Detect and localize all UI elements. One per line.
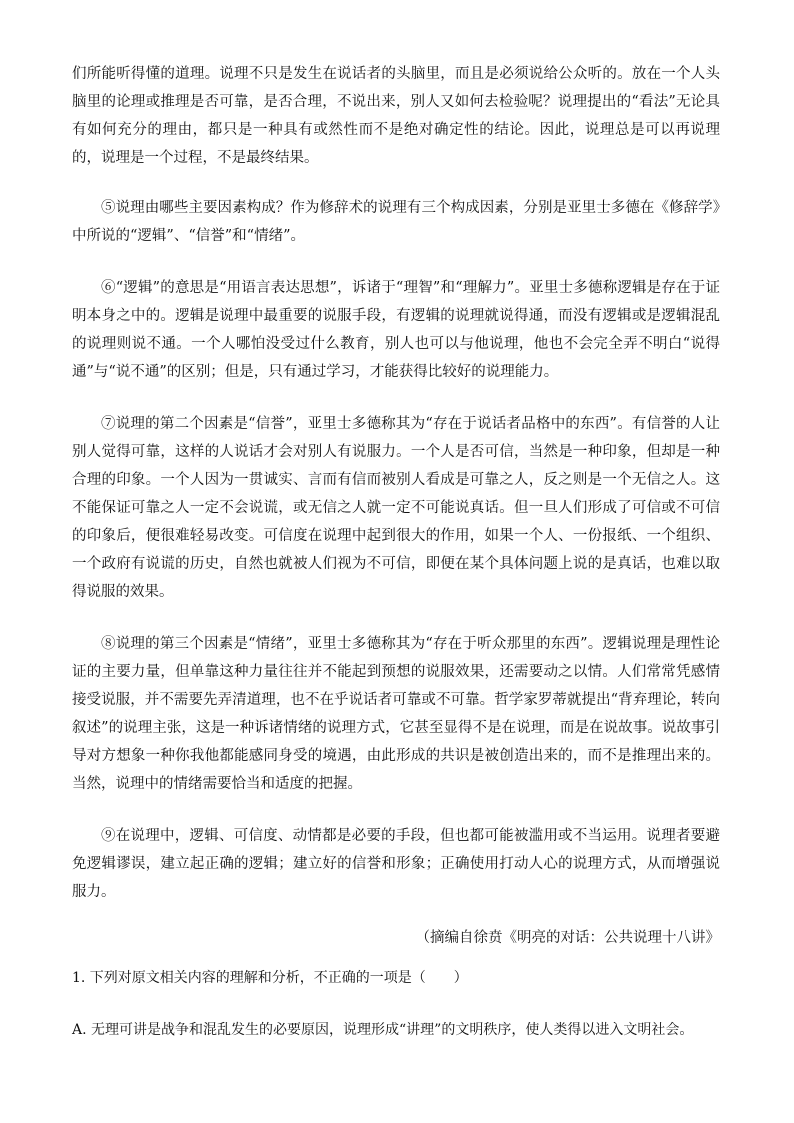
paragraph-6: ⑥“逻辑”的意思是“用语言表达思想”，诉诸于“理智”和“理解力”。亚里士多德称逻辑是存在于证明本身之中的。逻辑是说理中最重要的说服手段，有逻辑的说理就说得通，而没有逻辑或是逻辑混乱的说理则说不通。一个人哪怕没受过什么教育，别人也可以与他说理，他也不会完全弄不明白“说得通”与“说不通”的区别；但是，只有通过学习，才能获得比较好的说理能力。: [72, 280, 720, 380]
option-a: A. 无理可讲是战争和混乱发生的必要原因，说理形成“讲理”的文明秩序，使人类得以进入文明社会。: [72, 1022, 694, 1038]
document-page: [72, 60, 720, 1044]
paragraph-7: ⑦说理的第二个因素是“信誉”，亚里士多德称其为“存在于说话者品格中的东西”。有信誉的人让别人觉得可靠，这样的人说话才会对别人有说服力。一个人是否可信，当然是一种印象，但却是一种合理的印象。一个人因为一贯诚实、言而有信而被别人看成是可靠之人，反之则是一个无信之人。这不能保证可靠之人一定不会说谎，或无信之人就一定不可能说真话。但一旦人们形成了可信或不可信的印象后，便很难轻易改变。可信度在说理中起到很大的作用，如果一个人、一份报纸、一个组织、一个政府有说谎的历史，自然也就被人们视为不可信，即便在某个具体问题上说的是真话，也难以取得说服的效果。: [72, 416, 720, 600]
question-1: 1. 下列对原文相关内容的理解和分析，不正确的一项是（ ）: [72, 970, 468, 986]
paragraph-9: ⑨在说理中，逻辑、可信度、动情都是必要的手段，但也都可能被滥用或不当运用。说理者要避免逻辑谬误，建立起正确的逻辑；建立好的信誉和形象；正确使用打动人心的说理方式，从而增强说服力。: [72, 828, 720, 900]
paragraph-5: ⑤说理由哪些主要因素构成？作为修辞术的说理有三个构成因素，分别是亚里士多德在《修辞学》中所说的“逻辑”、“信誉”和“情绪”。: [72, 200, 720, 244]
paragraph-8: ⑧说理的第三个因素是“情绪”，亚里士多德称其为“存在于听众那里的东西”。逻辑说理是理性论证的主要力量，但单靠这种力量往往并不能起到预想的说服效果，还需要动之以情。人们常常凭感情接受说服，并不需要先弄清道理，也不在乎说话者可靠或不可靠。哲学家罗蒂就提出“背弃理论，转向叙述”的说理主张，这是一种诉诸情绪的说理方式，它甚至显得不是在说理，而是在说故事。说故事引导对方想象一种你我他都能感同身受的境遇，由此形成的共识是被创造出来的，而不是推理出来的。当然，说理中的情绪需要恰当和适度的把握。: [72, 636, 720, 792]
source-citation: （摘编自徐贲《明亮的对话：公共说理十八讲》: [415, 930, 720, 946]
paragraph-continuation: 们所能听得懂的道理。说理不只是发生在说话者的头脑里，而且是必须说给公众听的。放在一个人头脑里的论理或推理是否可靠，是否合理，不说出来，别人又如何去检验呢？说理提出的“看法”无论具有如何充分的理由，都只是一种具有或然性而不是绝对确定性的结论。因此，说理总是可以再说理的，说理是一个过程，不是最终结果。: [72, 66, 720, 166]
